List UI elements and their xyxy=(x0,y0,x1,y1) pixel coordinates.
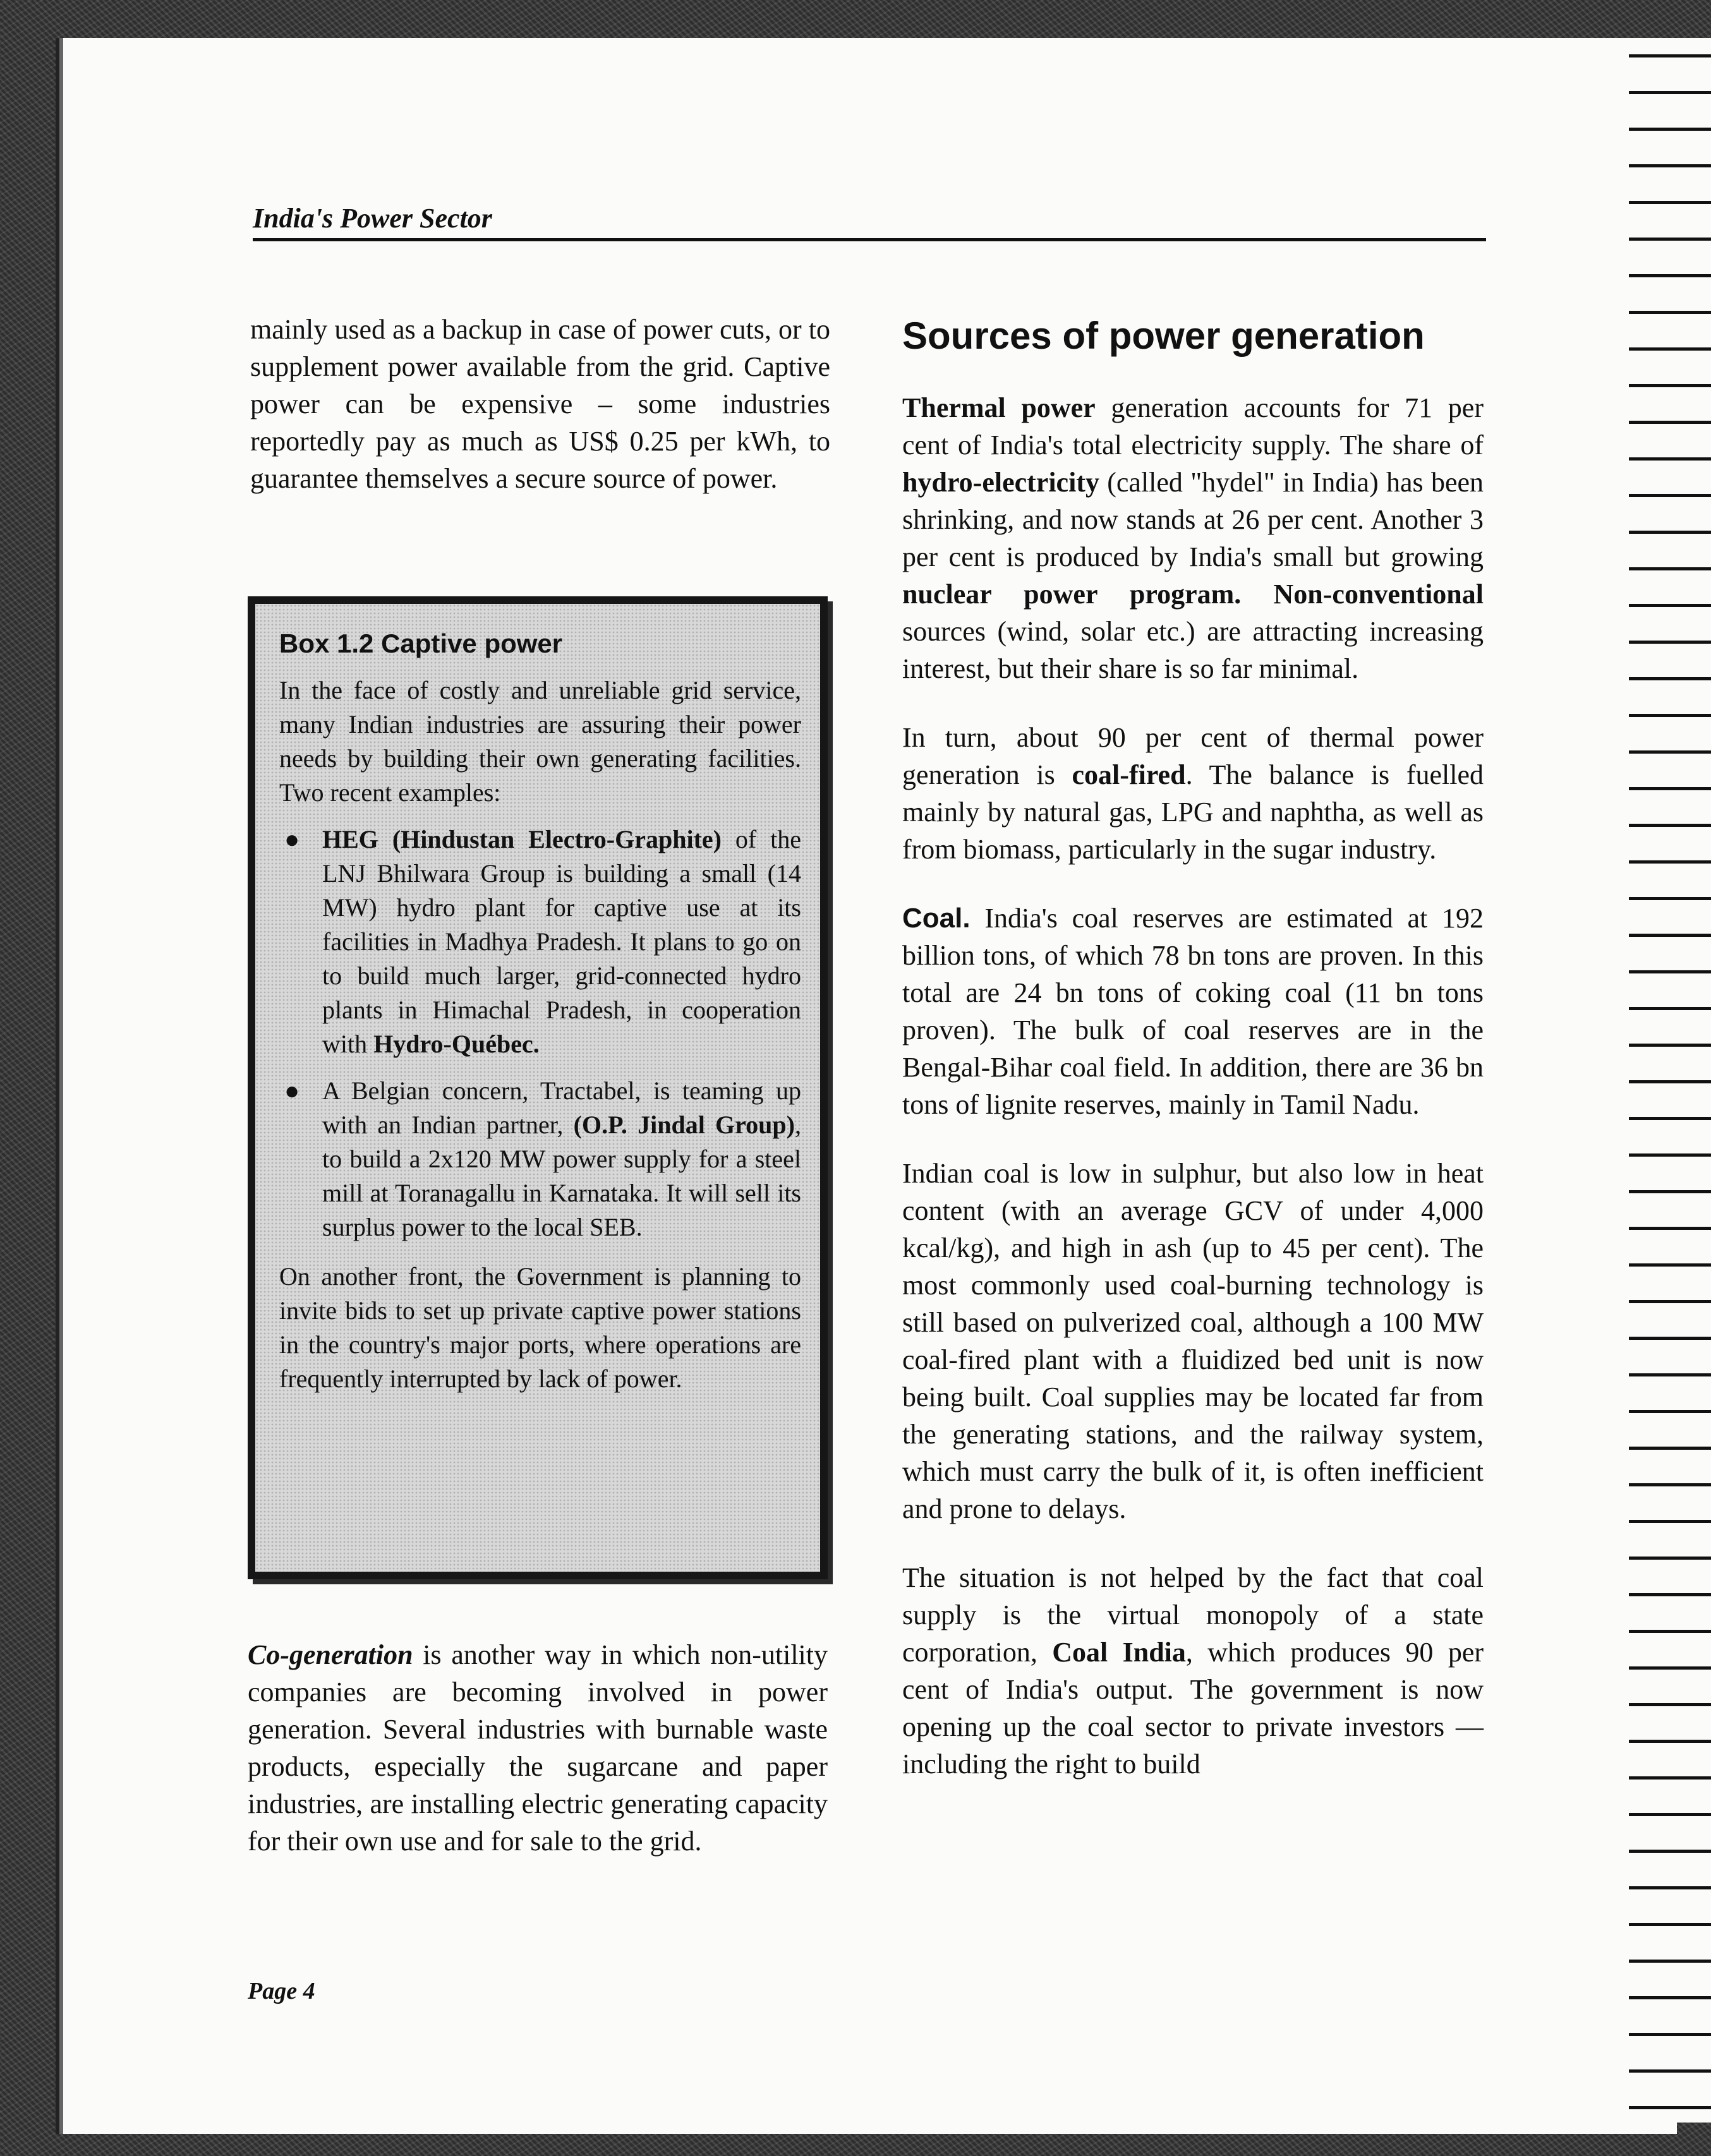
text-span: India's coal reserves are estimated at 192 billion tons, of which 78 bn tons are proven. In this total are 24 bn tons of coking coal (11 bn tons proven). The bulk of coal reserves are in the Bengal-Bihar coal field. In addition, there are 36 bn tons of lignite reserves, mainly in Tamil Nadu. xyxy=(902,903,1484,1120)
cogeneration-paragraph xyxy=(248,1636,828,1860)
text-span: In turn, about 90 per cent of thermal power generation is xyxy=(902,722,1484,790)
cogeneration-block xyxy=(248,1636,828,1891)
term-thermal: Thermal power xyxy=(902,392,1096,423)
bullet-text: , to build a 2x120 MW power supply for a steel mill at Toranagallu in Karnataka. It will sell its surplus power to the local SEB. xyxy=(322,1111,801,1241)
paragraph-coal-quality: Indian coal is low in sulphur, but also low in heat content (with an average GCV of under 4,000 kcal/kg), and high in ash (up to 45 per cent). The most commonly used coal-burning technology is still based on pulverized coal, although a 100 MW coal-fired plant with a fluidized bed unit is now being built. Coal supplies may be located far from the generating stations, and the railway system, which must carry the bulk of it, is often inefficient and prone to delays. xyxy=(902,1158,1484,1524)
text-span: The situation is not helped by the fact that coal supply is the virtual monopoly of a state corporation, xyxy=(902,1562,1484,1668)
paragraph-coal xyxy=(902,900,1484,1123)
spiral-binding xyxy=(1629,38,1711,2123)
paragraph-coal-fired xyxy=(902,719,1484,868)
company-name: Hydro-Québec. xyxy=(373,1030,540,1058)
running-header xyxy=(253,202,1486,241)
box-title: Box 1.2 Captive power xyxy=(279,629,563,658)
term-hydro: hydro-electricity xyxy=(902,467,1099,498)
cogeneration-text: is another way in which non-utility companies are becoming involved in power generation. Several industries with burnable waste products, especially the sugarcane and paper industries, are installing electric generating capacity for their own use and for sale to the grid. xyxy=(248,1639,828,1857)
bullet-icon: ● xyxy=(284,1076,300,1105)
term-coal: Coal. xyxy=(902,903,970,934)
term-nonconventional: Non-conventional xyxy=(1273,579,1484,610)
list-item xyxy=(279,1074,801,1244)
company-name: HEG (Hindustan Electro-Graphite) xyxy=(322,825,722,853)
term-coal-india: Coal India xyxy=(1052,1637,1186,1668)
text-span: (called "hydel" in India) has been shrinking, and now stands at 26 per cent. Another 3 per cent is produced by India's small but growing xyxy=(902,467,1484,572)
list-item xyxy=(279,822,801,1061)
section-title: Sources of power generation xyxy=(902,315,1425,357)
text-span xyxy=(1241,579,1273,610)
running-header-title: India's Power Sector xyxy=(253,203,492,234)
term-nuclear: nuclear power program. xyxy=(902,579,1242,610)
cogeneration-term: Co-generation xyxy=(248,1639,413,1670)
text-span: , which produces 90 per cent of India's output. The government is now opening up the coal sector to private investors — including the right to build xyxy=(902,1637,1484,1780)
bullet-text: A Belgian concern, Tractabel, is teaming up with an Indian partner, xyxy=(322,1076,801,1139)
text-span: . The balance is fuelled mainly by natural gas, LPG and naphtha, as well as from biomass, particularly in the sugar industry. xyxy=(902,759,1484,865)
paragraph-thermal xyxy=(902,389,1484,687)
box-captive-power xyxy=(248,596,828,1579)
box-intro: In the face of costly and unreliable grid service, many Indian industries are assuring their power needs by building their own generating facilities. Two recent examples: xyxy=(279,676,801,807)
text-span: generation accounts for 71 per cent of India's total electricity supply. The share of xyxy=(902,392,1484,461)
page-number: Page 4 xyxy=(248,1978,315,2004)
box-closing: On another front, the Government is planning to invite bids to set up private captive power stations in the country's major ports, where operations are frequently interrupted by lack of power. xyxy=(279,1262,801,1393)
paragraph-coal-india xyxy=(902,1559,1484,1783)
text-span: sources (wind, solar etc.) are attracting increasing interest, but their share is so far minimal. xyxy=(902,616,1484,684)
bullet-text: of the LNJ Bhilwara Group is building a small (14 MW) hydro plant for captive use at its facilities in Madhya Pradesh. It plans to go on to build much larger, grid-connected hydro plants in Himachal Pradesh, in cooperation with xyxy=(322,825,801,1058)
right-column xyxy=(902,311,1484,1814)
left-column xyxy=(250,311,830,529)
bullet-icon: ● xyxy=(284,825,300,853)
term-coal-fired: coal-fired xyxy=(1072,759,1186,790)
company-name: (O.P. Jindal Group) xyxy=(573,1111,795,1139)
box-bullet-list xyxy=(279,822,801,1244)
intro-paragraph: mainly used as a backup in case of power cuts, or to supplement power available from the grid. Captive power can be expensive – some industries reportedly pay as much as US$ 0.25 per kWh, to guarantee themselves a secure source of power. xyxy=(250,314,830,494)
